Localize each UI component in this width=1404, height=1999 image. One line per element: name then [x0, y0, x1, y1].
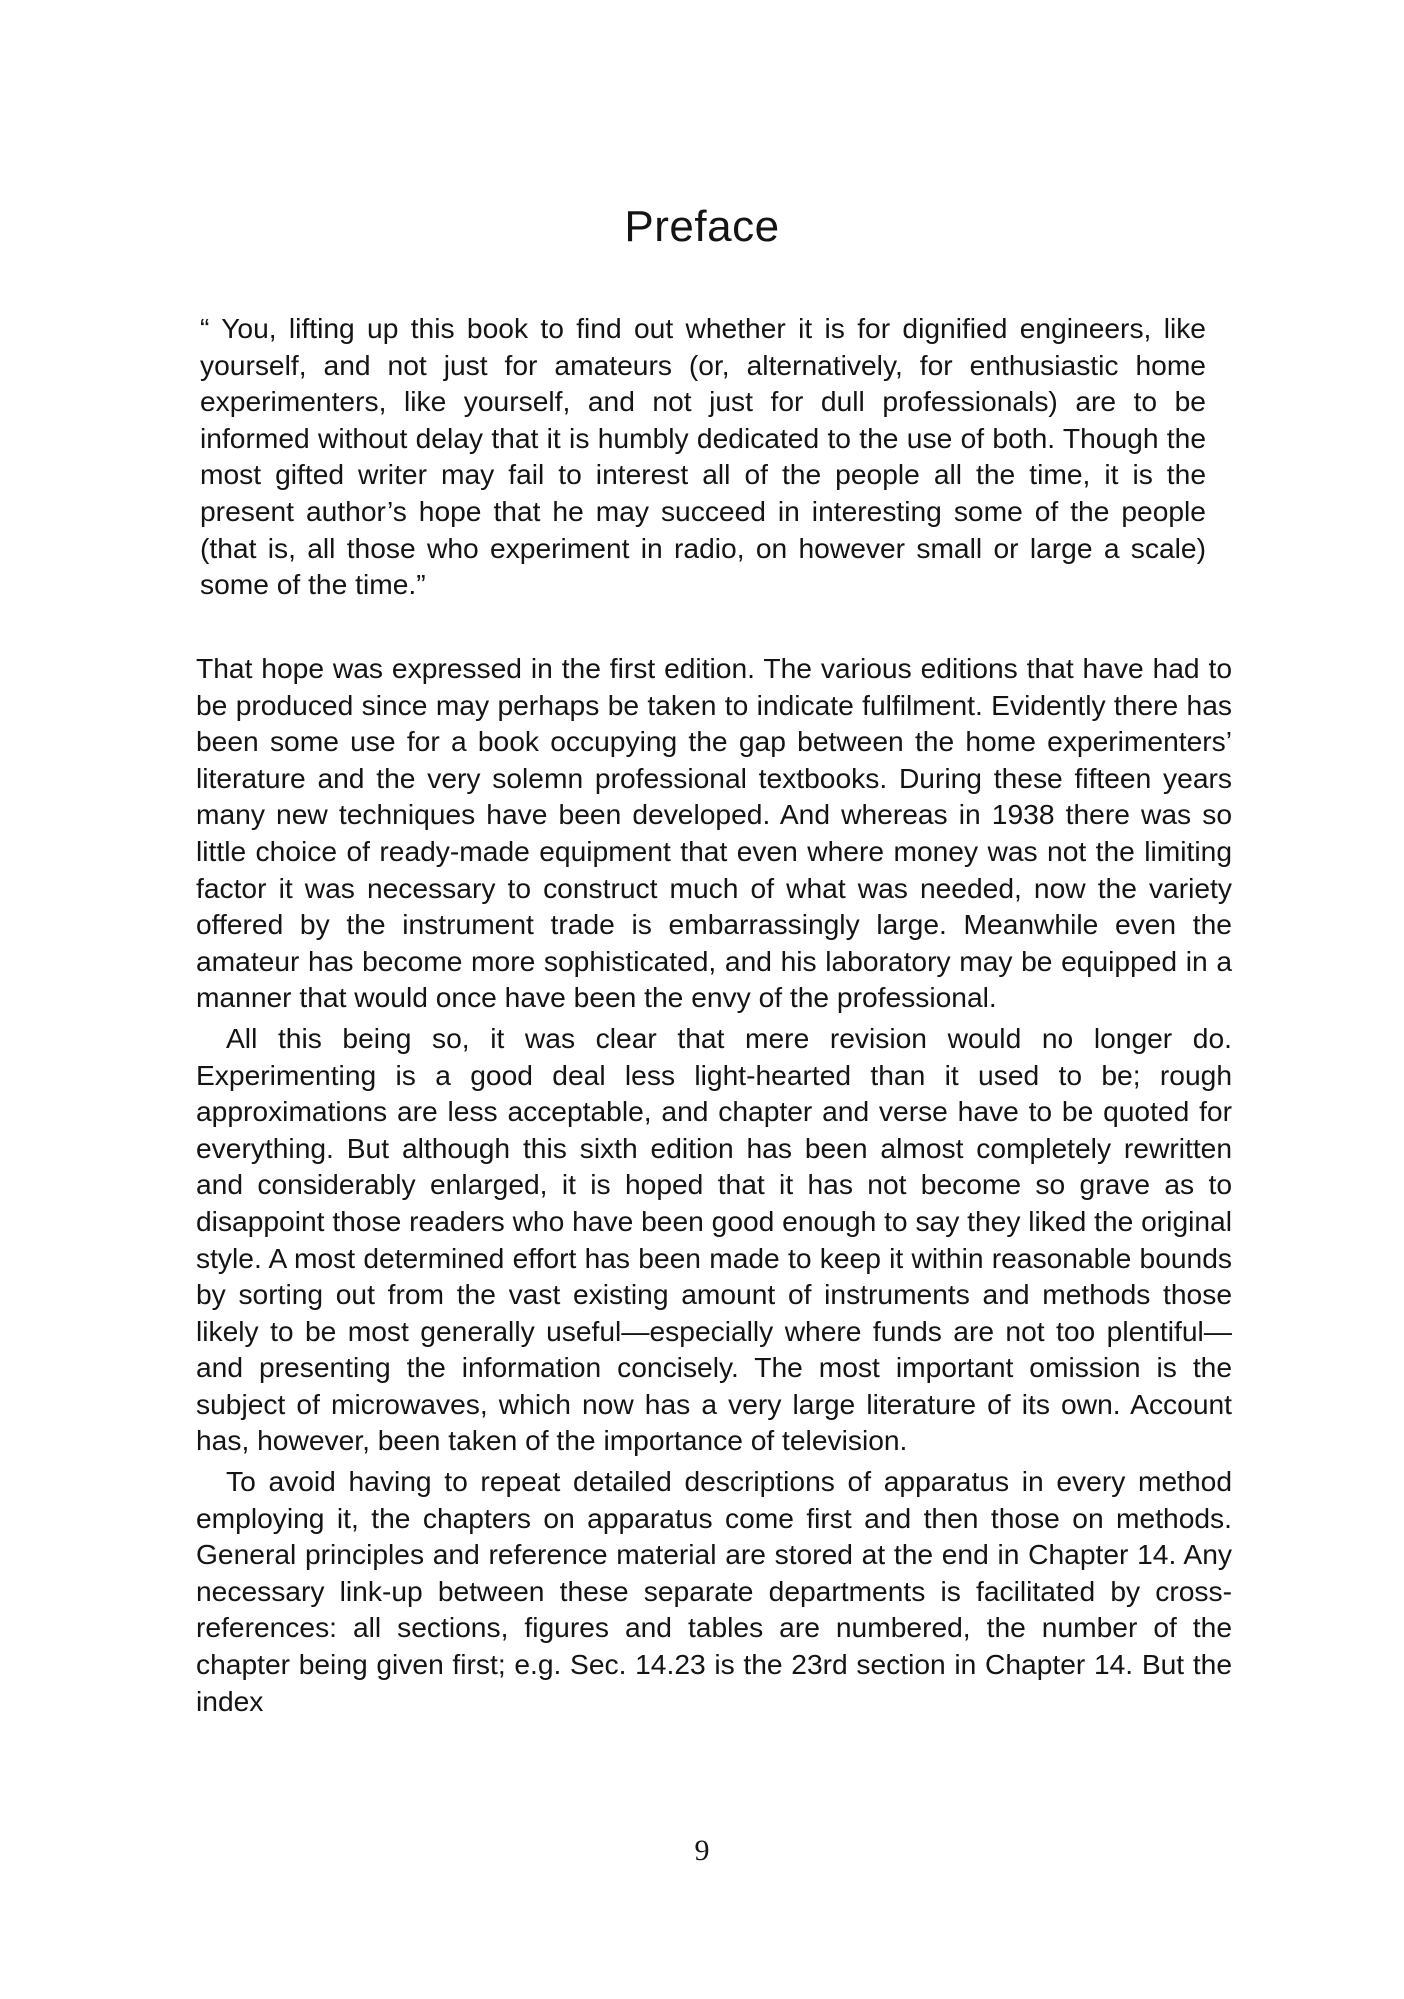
quote-paragraph: “ You, lifting up this book to find out whether it is for dignified engineers, like yourself, and not just for amateurs (or, alternatively, for enthusiastic home experimenters, like yourself, and not just for dull professionals) are to be informed without delay that it is humbly dedicated to the use of both. Though the most gifted writer may fail to interest all of the people all the time, it is the present author’s hope that he may succeed in interesting some of the people (that is, all those who experiment in radio, on however small or large a scale) some of the time.”: [200, 312, 1206, 601]
page-title: Preface: [624, 202, 780, 251]
page-number: 9: [694, 1834, 710, 1867]
paragraph-structure: To avoid having to repeat detailed descriptions of apparatus in every method employing it, the chapters on apparatus come first and then those on methods. General principles and reference material are stored at the end in Chapter 14. Any necessary link-up between these separate departments is facilitated by cross-references: all sections, figures and tables are numbered, the number of the chapter being given first; e.g. Sec. 14.23 is the 23rd section in Chapter 14. But the index: [196, 1465, 1232, 1717]
paragraph-first-edition: That hope was expressed in the first edition. The various editions that have had to be produced since may perhaps be taken to indicate fulfilment. Evidently there has been some use for a book occupying the gap between the home experimenters’ literature and the very solemn professional textbooks. During these fifteen years many new techniques have been developed. And whereas in 1938 there was so little choice of ready-made equipment that even where money was not the limiting factor it was necessary to construct much of what was needed, now the variety offered by the instrument trade is embarrassingly large. Meanwhile even the amateur has become more sophisticated, and his laboratory may be equipped in a manner that would once have been the envy of the professional.: [196, 652, 1232, 1014]
epigraph-quote-block: [200, 310, 1206, 603]
body-text-column: [196, 650, 1232, 1719]
paragraph-revision: All this being so, it was clear that mere revision would no longer do. Experimenting is a good deal less light-hearted than it used to be; rough approximations are less acceptable, and chapter and verse have to be quoted for everything. But although this sixth edition has been almost completely rewritten and considerably enlarged, it is hoped that it has not become so grave as to disappoint those readers who have been good enough to say they liked the original style. A most determined effort has been made to keep it within reasonable bounds by sorting out from the vast existing amount of instruments and methods those likely to be most generally useful—especially where funds are not too plentiful—and presenting the information concisely. The most important omission is the subject of microwaves, which now has a very large literature of its own. Account has, however, been taken of the importance of television.: [196, 1021, 1232, 1457]
